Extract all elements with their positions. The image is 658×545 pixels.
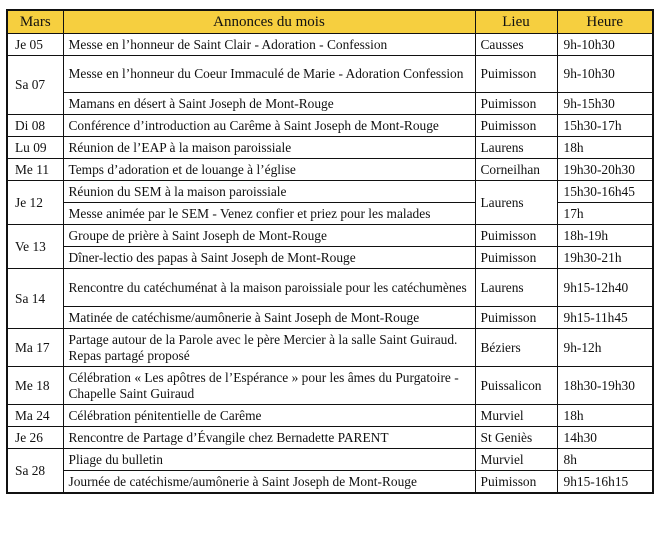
monthly-announcements-table [6,9,654,494]
event-cell: Pliage du bulletin [63,449,475,471]
event-cell: Dîner-lectio des papas à Saint Joseph de Mont-Rouge [63,247,475,269]
place-cell: Puimisson [475,93,557,115]
time-cell: 9h15-12h40 [557,269,653,307]
time-cell: 9h-15h30 [557,93,653,115]
table-row [7,93,653,115]
event-cell: Réunion du SEM à la maison paroissiale [63,181,475,203]
event-cell: Conférence d’introduction au Carême à Saint Joseph de Mont-Rouge [63,115,475,137]
day-cell: Ma 24 [7,405,63,427]
time-cell: 15h30-17h [557,115,653,137]
day-cell: Je 26 [7,427,63,449]
event-cell: Messe en l’honneur de Saint Clair - Adoration - Confession [63,34,475,56]
time-cell: 18h30-19h30 [557,367,653,405]
place-cell: Puissalicon [475,367,557,405]
event-cell: Journée de catéchisme/aumônerie à Saint Joseph de Mont-Rouge [63,471,475,494]
table-row [7,427,653,449]
place-cell: Murviel [475,449,557,471]
table-row [7,34,653,56]
event-cell: Rencontre du catéchuménat à la maison paroissiale pour les catéchumènes [63,269,475,307]
place-cell: Puimisson [475,225,557,247]
event-cell: Célébration pénitentielle de Carême [63,405,475,427]
header-row [7,10,653,34]
place-cell: Puimisson [475,56,557,93]
table-row [7,56,653,93]
place-cell: Murviel [475,405,557,427]
table-row [7,329,653,367]
time-cell: 9h-10h30 [557,34,653,56]
header-time: Heure [557,10,653,34]
place-cell: St Geniès [475,427,557,449]
header-place: Lieu [475,10,557,34]
table-row [7,367,653,405]
place-cell: Puimisson [475,115,557,137]
day-cell: Je 05 [7,34,63,56]
table-row [7,405,653,427]
day-cell: Me 11 [7,159,63,181]
day-cell: Sa 14 [7,269,63,329]
day-cell: Di 08 [7,115,63,137]
place-cell: Béziers [475,329,557,367]
table-row [7,115,653,137]
place-cell: Laurens [475,137,557,159]
header-month: Mars [7,10,63,34]
time-cell: 8h [557,449,653,471]
time-cell: 19h30-20h30 [557,159,653,181]
time-cell: 15h30-16h45 [557,181,653,203]
event-cell: Célébration « Les apôtres de l’Espérance » pour les âmes du Purgatoire - Chapelle Saint Guiraud [63,367,475,405]
event-cell: Matinée de catéchisme/aumônerie à Saint Joseph de Mont-Rouge [63,307,475,329]
table-row [7,449,653,471]
place-cell: Laurens [475,269,557,307]
place-cell: Laurens [475,181,557,225]
day-cell: Ma 17 [7,329,63,367]
day-cell: Lu 09 [7,137,63,159]
time-cell: 18h [557,137,653,159]
table-row [7,247,653,269]
place-cell: Puimisson [475,471,557,494]
place-cell: Puimisson [475,307,557,329]
place-cell: Causses [475,34,557,56]
place-cell: Puimisson [475,247,557,269]
day-cell: Sa 07 [7,56,63,115]
day-cell: Me 18 [7,367,63,405]
table-row [7,471,653,494]
event-cell: Messe animée par le SEM - Venez confier et priez pour les malades [63,203,475,225]
event-cell: Réunion de l’EAP à la maison paroissiale [63,137,475,159]
time-cell: 17h [557,203,653,225]
event-cell: Groupe de prière à Saint Joseph de Mont-Rouge [63,225,475,247]
event-cell: Temps d’adoration et de louange à l’église [63,159,475,181]
day-cell: Ve 13 [7,225,63,269]
time-cell: 9h15-16h15 [557,471,653,494]
time-cell: 18h-19h [557,225,653,247]
table-row [7,137,653,159]
day-cell: Je 12 [7,181,63,225]
time-cell: 9h-10h30 [557,56,653,93]
table-row [7,203,653,225]
event-cell: Messe en l’honneur du Coeur Immaculé de Marie - Adoration Confession [63,56,475,93]
table-row [7,181,653,203]
event-cell: Mamans en désert à Saint Joseph de Mont-Rouge [63,93,475,115]
time-cell: 14h30 [557,427,653,449]
table-row [7,159,653,181]
header-announcements: Annonces du mois [63,10,475,34]
time-cell: 9h15-11h45 [557,307,653,329]
place-cell: Corneilhan [475,159,557,181]
table-row [7,307,653,329]
table-row [7,269,653,307]
time-cell: 9h-12h [557,329,653,367]
time-cell: 18h [557,405,653,427]
time-cell: 19h30-21h [557,247,653,269]
day-cell: Sa 28 [7,449,63,494]
event-cell: Rencontre de Partage d’Évangile chez Bernadette PARENT [63,427,475,449]
table-row [7,225,653,247]
event-cell: Partage autour de la Parole avec le père Mercier à la salle Saint Guiraud. Repas partagé proposé [63,329,475,367]
